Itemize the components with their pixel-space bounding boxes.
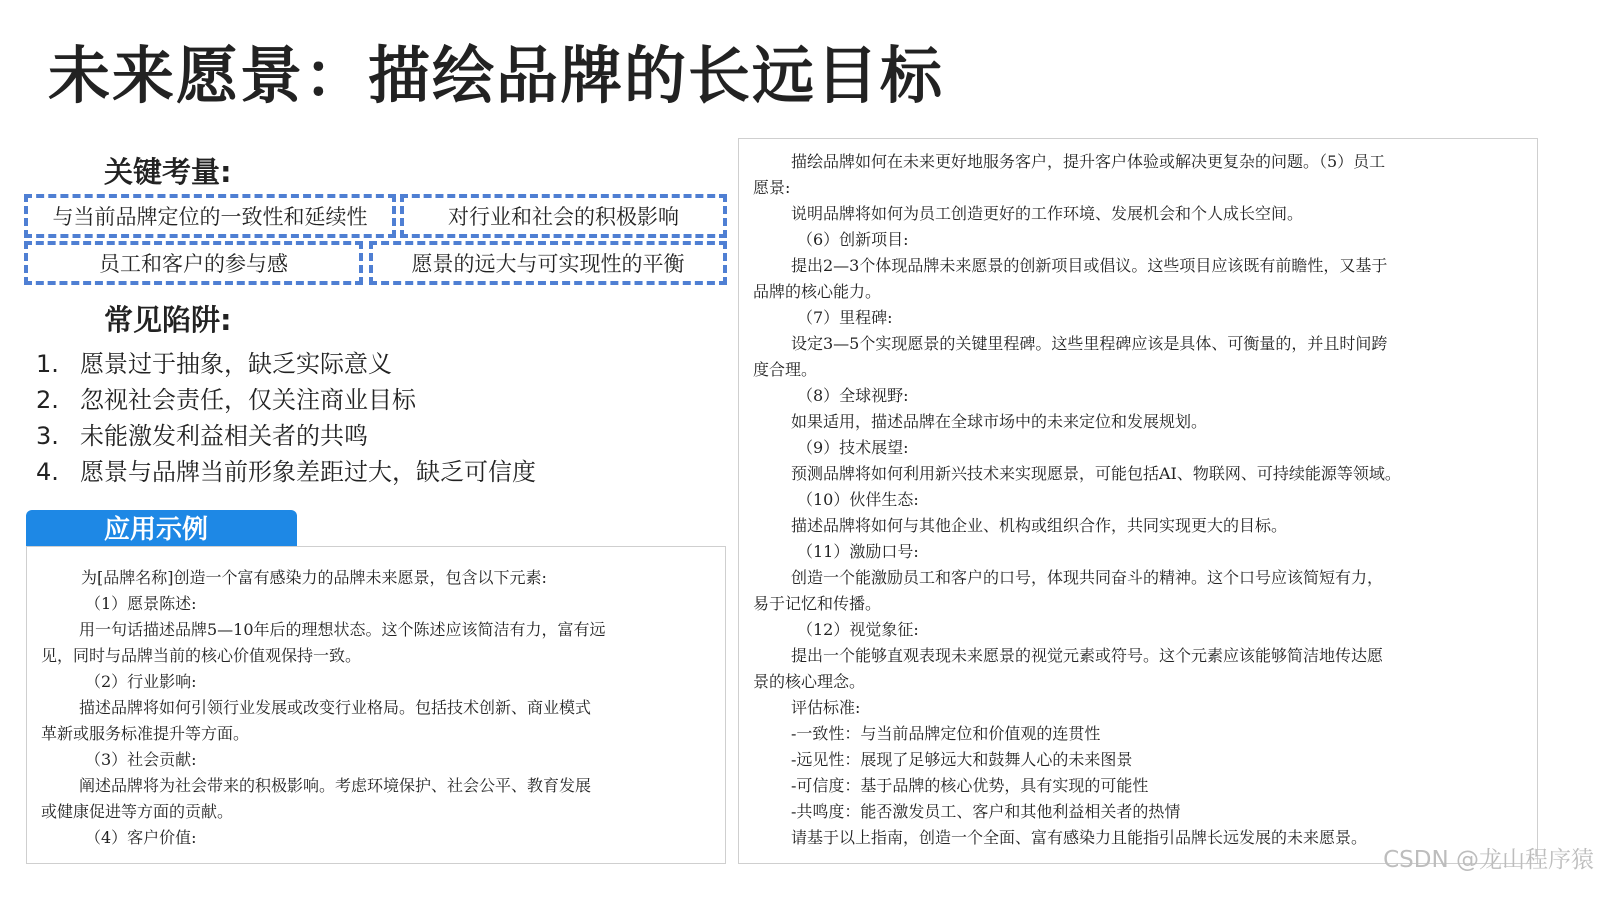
right-line: 易于记忆和传播。 xyxy=(753,594,882,613)
right-line: （8）全球视野: xyxy=(797,386,909,405)
pitfall-item xyxy=(36,382,416,418)
example-line: 用一句话描述品牌5—10年后的理想状态。这个陈述应该简洁有力，富有远 xyxy=(79,620,606,639)
right-line: 提出2—3个体现品牌未来愿景的创新项目或倡议。这些项目应该既有前瞻性，又基于 xyxy=(791,256,1388,275)
example-line: （3）社会贡献: xyxy=(85,750,197,769)
pitfall-number: 4. xyxy=(36,458,59,486)
example-line: （4）客户价值: xyxy=(85,828,197,847)
pitfall-text: 未能激发利益相关者的共鸣 xyxy=(80,422,368,450)
consideration-item: 与当前品牌定位的一致性和延续性 xyxy=(24,194,396,238)
key-considerations-heading: 关键考量: xyxy=(104,155,232,189)
example-line: 或健康促进等方面的贡献。 xyxy=(41,802,234,821)
right-line: -可信度：基于品牌的核心优势，具有实现的可能性 xyxy=(791,776,1149,795)
right-line: 景的核心理念。 xyxy=(753,672,866,691)
pitfall-text: 愿景与品牌当前形象差距过大，缺乏可信度 xyxy=(80,458,536,486)
right-line: 愿景: xyxy=(753,178,791,197)
right-line: -远见性：展现了足够远大和鼓舞人心的未来图景 xyxy=(791,750,1133,769)
example-line: （2）行业影响: xyxy=(85,672,197,691)
right-line: 请基于以上指南，创造一个全面、富有感染力且能指引品牌长远发展的未来愿景。 xyxy=(791,828,1368,847)
pitfall-item xyxy=(36,346,392,382)
right-line: 度合理。 xyxy=(753,360,818,379)
consideration-item: 愿景的远大与可实现性的平衡 xyxy=(369,241,727,285)
right-line: -共鸣度：能否激发员工、客户和其他利益相关者的热情 xyxy=(791,802,1181,821)
right-line: 说明品牌将如何为员工创造更好的工作环境、发展机会和个人成长空间。 xyxy=(791,204,1304,223)
right-line: （6）创新项目: xyxy=(797,230,909,249)
example-panel xyxy=(26,546,726,864)
pitfall-item xyxy=(36,418,368,454)
right-line: （9）技术展望: xyxy=(797,438,909,457)
example-line: 为[品牌名称]创造一个富有感染力的品牌未来愿景，包含以下元素: xyxy=(81,568,547,587)
right-line: 提出一个能够直观表现未来愿景的视觉元素或符号。这个元素应该能够简洁地传达愿 xyxy=(791,646,1384,665)
consideration-item: 对行业和社会的积极影响 xyxy=(400,194,727,238)
pitfall-text: 忽视社会责任，仅关注商业目标 xyxy=(80,386,416,414)
consideration-item: 员工和客户的参与感 xyxy=(24,241,363,285)
right-line: -一致性：与当前品牌定位和价值观的连贯性 xyxy=(791,724,1101,743)
pitfalls-heading: 常见陷阱: xyxy=(104,303,232,337)
right-line: （7）里程碑: xyxy=(797,308,893,327)
example-line: 见，同时与品牌当前的核心价值观保持一致。 xyxy=(41,646,362,665)
right-line: 设定3—5个实现愿景的关键里程碑。这些里程碑应该是具体、可衡量的，并且时间跨 xyxy=(791,334,1388,353)
example-line: 革新或服务标准提升等方面。 xyxy=(41,724,250,743)
example-line: （1）愿景陈述: xyxy=(85,594,197,613)
pitfall-text: 愿景过于抽象，缺乏实际意义 xyxy=(80,350,392,378)
pitfall-item xyxy=(36,454,536,490)
pitfall-number: 1. xyxy=(36,350,59,378)
right-line: 创造一个能激励员工和客户的口号，体现共同奋斗的精神。这个口号应该简短有力， xyxy=(791,568,1384,587)
right-line: 描述品牌将如何与其他企业、机构或组织合作，共同实现更大的目标。 xyxy=(791,516,1288,535)
watermark: CSDN @龙山程序猿 xyxy=(1383,847,1594,873)
right-line: （11）激励口号: xyxy=(797,542,919,561)
example-line: 阐述品牌将为社会带来的积极影响。考虑环境保护、社会公平、教育发展 xyxy=(79,776,592,795)
right-line: （10）伙伴生态: xyxy=(797,490,919,509)
right-line: 预测品牌将如何利用新兴技术来实现愿景，可能包括AI、物联网、可持续能源等领域。 xyxy=(791,464,1401,483)
right-line: 评估标准: xyxy=(791,698,861,717)
pitfall-number: 3. xyxy=(36,422,59,450)
right-line: 描绘品牌如何在未来更好地服务客户，提升客户体验或解决更复杂的问题。（5）员工 xyxy=(791,152,1386,171)
right-line: 如果适用，描述品牌在全球市场中的未来定位和发展规划。 xyxy=(791,412,1208,431)
right-line: （12）视觉象征: xyxy=(797,620,919,639)
right-text-panel xyxy=(738,138,1538,864)
example-line: 描述品牌将如何引领行业发展或改变行业格局。包括技术创新、商业模式 xyxy=(79,698,592,717)
right-line: 品牌的核心能力。 xyxy=(753,282,882,301)
pitfall-number: 2. xyxy=(36,386,59,414)
page-title: 未来愿景：描绘品牌的长远目标 xyxy=(48,39,945,112)
example-tab: 应用示例 xyxy=(26,510,297,550)
